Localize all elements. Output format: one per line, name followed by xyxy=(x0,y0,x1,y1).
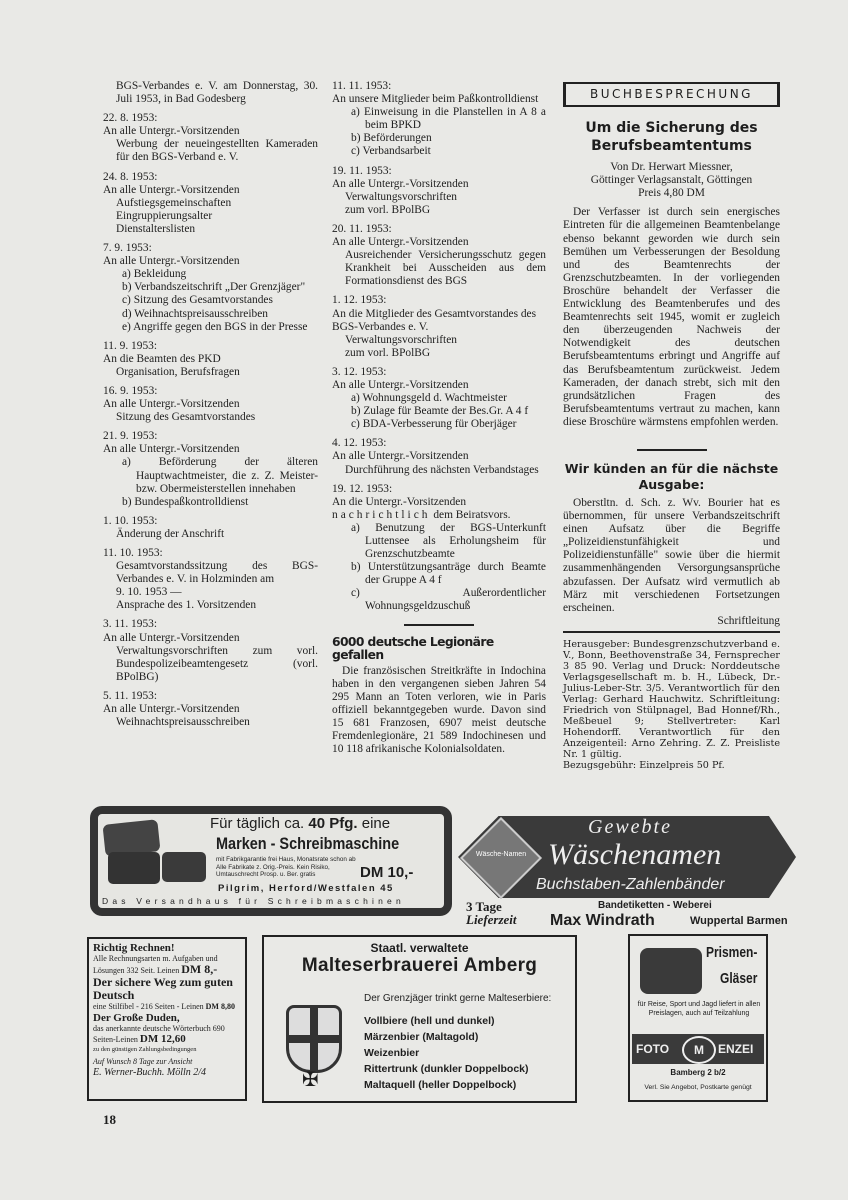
entry-recipient: An alle Untergr.-Vorsitzenden xyxy=(332,236,469,249)
beer-item: Maltaquell (heller Doppelbock) xyxy=(364,1079,517,1091)
brewery-name: Malteserbrauerei Amberg xyxy=(301,955,538,976)
list-entry xyxy=(103,618,318,683)
books-title-1: Richtig Rechnen! xyxy=(93,942,175,954)
entry-recipient: An die Untergr.-Vorsitzenden xyxy=(332,495,467,508)
typewriter-address: Pilgrim, Herford/Westfalen 45 xyxy=(218,883,394,894)
list-entry xyxy=(103,242,318,334)
list-entry xyxy=(332,223,546,288)
entry-item: a) Bekleidung xyxy=(122,268,187,281)
typewriter-price: DM 10,- xyxy=(360,864,414,881)
announcement-body: Oberstltn. d. Sch. z. Wv. Bourier hat es übernommen, für unsere Verbandszeitschrift einen Aufsatz über die Begriffe „Polizeidienstunfähigkeit und Polizeidienstunfälle" sowie über die hiermit zusammenhängenden Versorgungsansprüche abzufassen. Der Aufsatz wird vermutlich ab März mit verschiedenen Fortsetzungen erscheinen. xyxy=(563,496,780,614)
entry-item: b) Unterstützungsanträge durch Beamte der Gruppe A 4 f xyxy=(351,561,546,587)
entry-date: 11. 9. 1953: xyxy=(103,339,157,352)
entry-recipient: An alle Untergr.-Vorsitzenden xyxy=(103,183,240,196)
labels-script-2: Wäschenamen xyxy=(548,838,722,871)
typewriter-details: mit Fabrikgarantie frei Haus, Monatsrate schon ab Alle Fabrikate z. Orig.-Preis. Kein Risiko, Umtauschrecht Prosp. u. Ber. gratis xyxy=(216,856,356,878)
entry-recipient: An alle Untergr.-Vorsitzenden xyxy=(103,255,240,268)
entry-item: c) Außerordentlicher Wohnungsgeldzuschuß xyxy=(351,587,546,613)
right-column xyxy=(563,80,780,771)
author-line: Von Dr. Herwart Miessner, xyxy=(610,161,733,174)
list-entry xyxy=(332,483,546,614)
maltese-cross-icon: ✠ xyxy=(302,1069,319,1091)
entry-item: c) BDA-Verbesserung für Oberjäger xyxy=(351,418,517,431)
entry-date: 3. 12. 1953: xyxy=(332,365,387,378)
beer-list xyxy=(364,1013,529,1093)
brewery-ad xyxy=(262,935,577,1103)
binoculars-ad xyxy=(628,934,768,1102)
entry-date: 22. 8. 1953: xyxy=(103,112,158,125)
entry-date: 19. 11. 1953: xyxy=(332,164,392,177)
entry-subject: Dienstalterslisten xyxy=(116,222,196,235)
entry-date: 24. 8. 1953: xyxy=(103,170,158,183)
binoculars-title-1: Prismen- xyxy=(706,944,758,961)
foto-menzel-logo: FOTO M ENZEI xyxy=(632,1034,764,1064)
price-line: Preis 4,80 DM xyxy=(638,187,705,200)
entry-recipient: An unsere Mitglieder beim Paßkontrolldienst xyxy=(332,93,539,106)
review-body: Der Verfasser ist durch sein energisches Eintreten für die allgemeinen Beamtenbelange ebenso bekannt geworden wie durch sein Bemühen um Verbesserungen der Besoldung und des Beamtenrechts der Grenzschutzbeamten. In der vorliegenden Broschüre behandelt der Verfasser die Entwicklung des Beamtenberufes und des Beamtenrechts seit 1945, womit er zugleich den überzeugenden Nachweis der Notwendigkeit des deutschen Berufsbeamtentums erbringt und Angriffe auf das Berufsbeamtentum zurückweist. Jedem Kameraden, der danach strebt, sich mit den grundsätzlichen Fragen des Berufsbeamtentums vertraut zu machen, kann diese Broschüre wärmstens empfohlen werden. xyxy=(563,206,780,428)
typewriter-illustration xyxy=(104,822,204,886)
entry-date: 1. 12. 1953: xyxy=(332,294,387,307)
imprint-text: Herausgeber: Bundesgrenzschutzverband e. V., Bonn, Beethovenstraße 34, Fernsprecher 3 85 90. Verlag und Druck: Norddeutsche Verlagsgesellschaft m. b. H., Lübeck, Dr.-Julius-Leber-Str. 3/5. Verantwortlich für den Verlag: Gerhard Hauchwitz. Schriftleitung: Friedrich von Stülpnagel, Bad Honnef/Rh., Meßbeuel 9; Stellvertreter: Karl Hohendorff. Verantwortlich für den Anzeigenteil: Arno Zehring. Z. Z. Preisliste Nr. 1 gültig. xyxy=(563,638,780,760)
list-entry xyxy=(332,437,546,476)
entry-recipient: An alle Untergr.-Vorsitzenden xyxy=(332,450,469,463)
books-terms: zu den günstigen Zahlungsbedingungen xyxy=(93,1046,197,1053)
entry-date: 5. 11. 1953: xyxy=(103,689,157,702)
entry-date: 3. 11. 1953: xyxy=(103,618,157,631)
imprint xyxy=(563,631,780,771)
entry-item: a) Einweisung in die Planstellen in A 8 a beim BPKD xyxy=(351,106,546,132)
list-entry xyxy=(103,340,318,379)
typewriter-ad xyxy=(90,806,452,916)
list-entry xyxy=(103,547,318,612)
typewriter-footer: Das Versandhaus für Schreibmaschinen xyxy=(102,896,405,906)
list-entry xyxy=(332,165,546,217)
list-entry xyxy=(103,430,318,509)
entry-item: a) Wohnungsgeld d. Wachtmeister xyxy=(351,392,507,405)
entry-subject: 9. 10. 1953 — xyxy=(116,586,182,599)
binoculars-title-2: Gläser xyxy=(720,970,758,987)
entry-item: c) Verbandsarbeit xyxy=(351,145,431,158)
entry-recipient: An alle Untergr.-Vorsitzenden xyxy=(103,703,240,716)
entry-subject: Änderung der Anschrift xyxy=(116,527,225,540)
entry-date: 11. 10. 1953: xyxy=(103,547,163,559)
entry-date: 19. 12. 1953: xyxy=(332,482,393,495)
binoculars-cta: Verl. Sie Angebot, Postkarte genügt xyxy=(644,1084,752,1091)
left-column xyxy=(103,80,318,735)
entry-subject: Werbung der neueingestellten Kameraden für den BGS-Verband e. V. xyxy=(116,138,318,164)
brewery-pre: Staatl. verwaltete xyxy=(370,941,469,955)
entry-item: b) Bundespaßkontrolldienst xyxy=(122,495,249,508)
labels-delivery: 3 Tage Lieferzeit xyxy=(466,899,517,927)
entry-item: a) Beförderung der älteren Hauptwachtmeister, die z. Z. Meister- bzw. Obermeisterstellen innehaben xyxy=(122,456,318,495)
list-entry xyxy=(103,515,318,541)
entry-recipient: An alle Untergr.-Vorsitzenden xyxy=(332,378,469,391)
subscription-price: Bezugsgebühr: Einzelpreis 50 Pf. xyxy=(563,759,725,771)
middle-column xyxy=(332,80,546,756)
labels-logo-text: Wäsche-Namen xyxy=(475,851,527,858)
labels-ad xyxy=(458,806,803,929)
entry-subject: zum vorl. BPolBG xyxy=(345,346,431,359)
cc-target: dem Beiratsvors. xyxy=(430,508,511,521)
entry-date: 4. 12. 1953: xyxy=(332,437,387,450)
entry-recipient: An die Beamten des PKD xyxy=(103,352,221,365)
books-title-3: Der sichere Weg zum guten Deutsch xyxy=(93,975,233,1002)
beer-item: Rittertrunk (dunkler Doppelbock) xyxy=(364,1063,529,1075)
entry-item: e) Angriffe gegen den BGS in der Presse xyxy=(122,320,308,333)
books-trial: Auf Wunsch 8 Tage zur Ansicht xyxy=(93,1057,193,1066)
review-title: Um die Sicherung des Berufsbeamtentums xyxy=(585,120,758,155)
entry-subject: Durchführung des nächsten Verbandstages xyxy=(345,463,539,476)
typewriter-tagline: Für täglich ca. 40 Pfg. eine xyxy=(210,815,391,832)
announcement-title: Wir künden an für die nächste Ausgabe: xyxy=(564,460,779,492)
labels-city: Wuppertal Barmen xyxy=(690,915,788,927)
entry-subject: Verwaltungsvorschriften xyxy=(345,190,457,203)
binoculars-icon xyxy=(640,948,702,994)
books-text-2: Alle Rechnungsarten m. Aufgaben und Lösungen 332 Seit. Leinen DM 8,- xyxy=(93,954,218,976)
list-entry xyxy=(103,80,318,106)
entry-date: 16. 9. 1953: xyxy=(103,384,158,397)
binoculars-city: Bamberg 2 b/2 xyxy=(670,1068,726,1077)
typewriter-headline: Marken - Schreibmaschine xyxy=(216,834,400,853)
divider xyxy=(404,624,474,626)
entry-subject: Verwaltungsvorschriften zum vorl. Bundespolizeibeamtengesetz (vorl. BPolBG) xyxy=(116,644,318,683)
entry-recipient: An alle Untergr.-Vorsitzenden xyxy=(103,443,240,456)
entry-subject: Eingruppierungsalter xyxy=(116,209,213,222)
entry-subject: Gesamtvorstandssitzung des BGS-Verbandes e. V. in Holzminden am xyxy=(116,560,318,586)
books-title-5: Der Große Duden, xyxy=(93,1012,180,1024)
divider xyxy=(637,449,707,451)
legion-headline: 6000 deutsche Legionäre gefallen xyxy=(332,634,494,662)
entry-recipient: An alle Untergr.-Vorsitzenden xyxy=(103,398,240,411)
brewery-crest xyxy=(286,1005,342,1073)
entry-recipient: An alle Untergr.-Vorsitzenden xyxy=(332,177,469,190)
legion-body: Die französischen Streitkräfte in Indochina haben in den vergangenen sieben Jahren 54 295 Mann an Toten verloren, wie in Paris offiziell bekanntgegeben wurde. Davon sind 15 681 Franzosen, 6907 meist deutsche Fremdenlegionäre, 21 589 Indochinesen und 10 118 afrikanische Kolonialsoldaten. xyxy=(332,664,546,756)
entry-recipient-cc xyxy=(332,509,546,522)
page-number: 18 xyxy=(103,1112,116,1127)
entry-subject: Sitzung des Gesamtvorstandes xyxy=(116,411,256,424)
entry-item: b) Verbandszeitschrift „Der Grenzjäger" xyxy=(122,281,306,294)
section-header: BUCHBESPRECHUNG xyxy=(563,82,780,107)
beer-item: Vollbiere (hell und dunkel) xyxy=(364,1015,495,1027)
announcement-signature: Schriftleitung xyxy=(717,614,780,627)
entry-item: b) Zulage für Beamte der Bes.Gr. A 4 f xyxy=(351,405,529,418)
entry-date: 1. 10. 1953: xyxy=(103,514,158,527)
cc-label: nachrichtlich xyxy=(332,508,431,521)
beer-item: Weizenbier xyxy=(364,1047,420,1059)
entry-item: a) Benutzung der BGS-Unterkunft Luttensee als Erholungsheim für Grenzschutzbeamte xyxy=(351,521,546,561)
entry-subject: BGS-Verbandes e. V. am Donnerstag, 30. Juli 1953, in Bad Godesberg xyxy=(116,80,318,106)
list-entry xyxy=(103,690,318,729)
entry-item: b) Beförderungen xyxy=(351,132,432,145)
entry-recipient: An alle Untergr.-Vorsitzenden xyxy=(103,631,240,644)
entry-subject: Ausreichender Versicherungsschutz gegen Krankheit bei Ausscheiden aus dem Formationsdienst des BGS xyxy=(345,249,546,288)
publisher-line: Göttinger Verlagsanstalt, Göttingen xyxy=(590,174,753,187)
binoculars-text: für Reise, Sport und Jagd liefert in allen Preislagen, auch auf Teilzahlung xyxy=(637,1001,761,1017)
labels-kind: Bandetiketten - Weberei xyxy=(598,900,712,911)
entry-subject: Organisation, Berufsfragen xyxy=(116,365,240,378)
entry-recipient: An alle Untergr.-Vorsitzenden xyxy=(103,125,240,138)
entry-subject: zum vorl. BPolBG xyxy=(345,203,431,216)
labels-company: Max Windrath xyxy=(550,912,655,929)
labels-script-1: Gewebte xyxy=(588,816,672,838)
entry-subject: Ansprache des 1. Vorsitzenden xyxy=(116,599,257,612)
labels-script-3: Buchstaben-Zahlenbänder xyxy=(536,876,725,893)
entry-item: c) Sitzung des Gesamtvorstandes xyxy=(122,294,273,307)
entry-item: d) Weihnachtspreisausschreiben xyxy=(122,307,268,320)
entry-subject: Aufstiegsgemeinschaften xyxy=(116,196,232,209)
list-entry xyxy=(103,112,318,164)
beer-item: Märzenbier (Maltagold) xyxy=(364,1031,479,1043)
list-entry xyxy=(332,366,546,431)
list-entry xyxy=(103,385,318,424)
entry-date: 21. 9. 1953: xyxy=(103,430,158,443)
entry-subject: Weihnachtspreisausschreiben xyxy=(116,716,250,729)
entry-recipient: An die Mitglieder des Gesamtvorstandes des BGS-Verbandes e. V. xyxy=(332,307,537,333)
books-seller: E. Werner-Buchh. Mölln 2/4 xyxy=(93,1067,207,1078)
books-ad xyxy=(87,937,247,1101)
entry-date: 20. 11. 1953: xyxy=(332,222,392,235)
list-entry xyxy=(103,171,318,236)
brewery-tagline: Der Grenzjäger trinkt gerne Malteserbiere: xyxy=(364,993,552,1004)
entry-subject: Verwaltungsvorschriften xyxy=(345,333,457,346)
entry-date: 11. 11. 1953: xyxy=(332,80,392,92)
books-text-6: das anerkannte deutsche Wörterbuch 690 Seiten-Leinen DM 12,60 xyxy=(93,1024,225,1045)
list-entry xyxy=(332,80,546,159)
entry-date: 7. 9. 1953: xyxy=(103,242,152,255)
books-text-4: eine Stilfibel - 216 Seiten - Leinen DM 8,80 xyxy=(93,1002,235,1011)
list-entry xyxy=(332,294,546,359)
